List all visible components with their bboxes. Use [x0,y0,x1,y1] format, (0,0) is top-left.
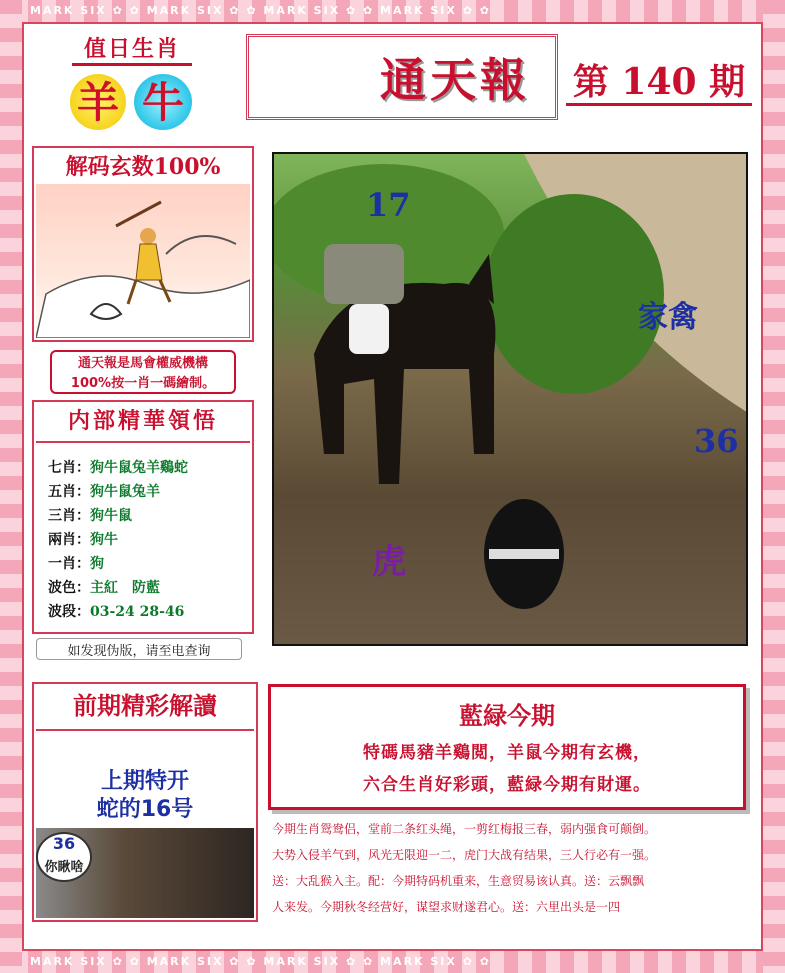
insight-label: 波色： [48,580,90,596]
border-left [0,0,22,973]
insight-row [48,576,248,600]
previous-line1: 上期特开 [100,769,189,794]
blue-green-line1: 特碼馬豬羊鷄閲，羊鼠今期有玄機， [363,743,651,763]
poem-line: 今期生肖鸳鸯侣，堂前二条红头绳，一剪红梅报三春，弱内强食可颠倒。 [272,822,657,836]
donkey-pig-scene-icon [274,154,748,646]
blue-green-title: 藍緑今期 [459,701,555,730]
photo-number-top: 17 [366,186,411,224]
border-watermark-top: MARK SIX ✿ ✿ MARK SIX ✿ ✿ MARK SIX ✿ ✿ MARK SIX ✿ ✿ [30,4,491,17]
insight-row [48,552,248,576]
photo-label-tiger: 虎 [372,542,406,582]
previous-title: 前期精彩解讀 [36,686,254,731]
insights-title: 内部精華領悟 [36,404,250,443]
insights-list [48,456,248,624]
insight-value: 狗牛 [90,532,118,548]
speech-bubble-number: 36 [52,834,76,853]
decode-note-line2: 100%按一肖一碼繪制。 [70,376,216,391]
speech-bubble-text: 你瞅啥 [44,860,84,875]
insight-value: 狗牛鼠 [90,508,132,524]
insight-row [48,480,248,504]
insight-row [48,456,248,480]
insight-row [48,504,248,528]
photo-number-right: 36 [694,422,739,460]
issue-number: 第 140 期 [572,61,746,103]
decode-note-line1: 通天報是馬會權威機構 [77,356,208,371]
duty-zodiac-label: 值日生肖 [72,32,192,66]
previous-line2: 蛇的16号 [96,797,194,822]
insight-value: 狗牛鼠兔羊鷄蛇 [90,460,188,476]
page-title: 通天報 [380,53,530,107]
border-watermark-bottom: MARK SIX ✿ ✿ MARK SIX ✿ ✿ MARK SIX ✿ ✿ MARK SIX ✿ ✿ [30,955,491,968]
insight-label: 一肖： [48,556,90,572]
insight-value: 狗牛鼠兔羊 [90,484,160,500]
decode-card-illustration [36,184,250,338]
insight-row [48,528,248,552]
poem-line: 大势入侵羊气到，风光无限迎一二，虎门大战有结果，三人行必有一强。 [272,848,657,862]
insight-label: 七肖： [48,460,90,476]
fake-warning-text: 如发现伪版，请至电查询 [67,644,211,659]
insight-value: 03-24 28-46 [90,604,185,620]
border-right [763,0,785,973]
poem-line: 人来发。今期秋冬经营好，谋望求财遂君心。送：六里出头是一四 [272,900,621,914]
decode-card-title: 解码玄数100% [65,154,221,180]
insight-label: 波段： [48,604,90,620]
monkey-king-icon [36,184,250,338]
insight-value: 狗 [90,556,104,572]
poem-line: 送：大乱猴入主。配：今期特码机重来，生意贸易该认真。送：云飘飘 [272,874,645,888]
insight-label: 五肖： [48,484,90,500]
insight-label: 三肖： [48,508,90,524]
zodiac-ox: 牛 [141,78,184,127]
blue-green-line2: 六合生肖好彩頭，藍緑今期有財運。 [363,775,651,795]
main-photo [272,152,748,646]
zodiac-sheep: 羊 [76,78,119,127]
poem-block [272,816,752,920]
insight-row [48,600,248,624]
insight-label: 兩肖： [48,532,90,548]
insight-value: 主紅 防藍 [90,580,160,596]
photo-label-poultry: 家禽 [638,300,698,335]
